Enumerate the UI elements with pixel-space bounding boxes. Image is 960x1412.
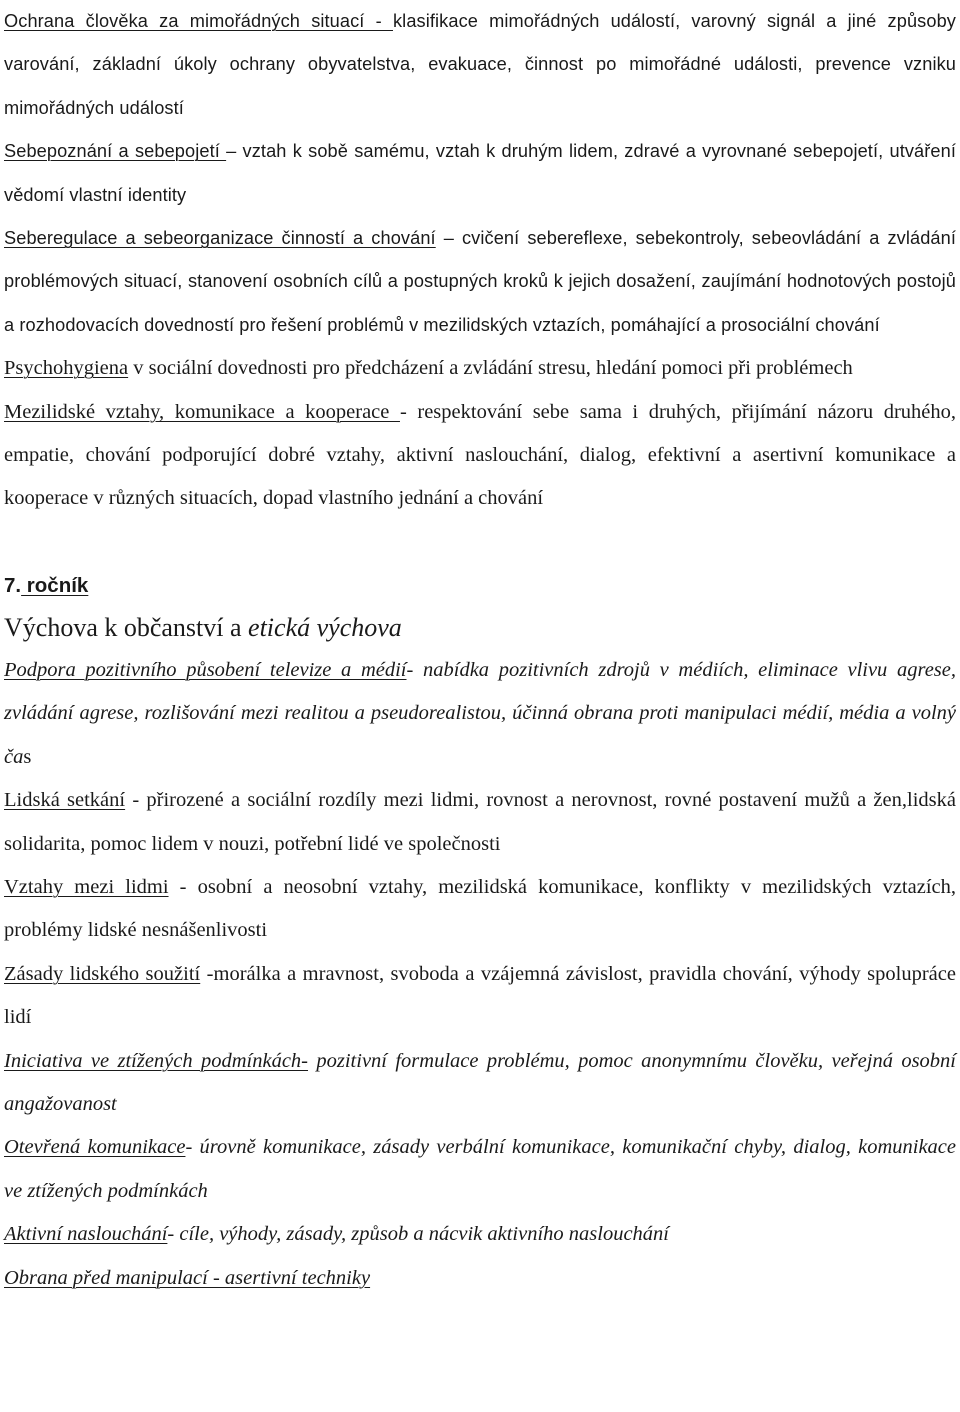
- topic-text: – vztah k sobě samému, vztah k druhým lidem, zdravé a vyrovnané sebepojetí, utváření vědomí vlastní identity: [4, 141, 957, 205]
- paragraph-seberegulace: [4, 217, 956, 347]
- paragraph-aktivni: [4, 1213, 956, 1256]
- grade-word: ročník: [21, 573, 89, 597]
- paragraph-podpora: [4, 649, 956, 779]
- topic-title: Otevřená komunikace: [4, 1136, 186, 1159]
- topic-text: - osobní a neosobní vztahy, mezilidská komunikace, konflikty v mezilidských vztazích, problémy lidské nesnášenlivosti: [4, 875, 956, 942]
- topic-text: - úrovně komunikace, zásady verbální komunikace, komunikační chyby, dialog, komunikace ve ztížených podmínkách: [4, 1136, 956, 1202]
- topic-text: v sociální dovednosti pro předcházení a zvládání stresu, hledání pomoci při problémech: [128, 357, 853, 380]
- grade-heading: [4, 564, 956, 607]
- subject-heading: [4, 607, 956, 649]
- topic-title: Aktivní naslouchání: [4, 1223, 168, 1246]
- subject-heading-part2: etická výchova: [248, 612, 402, 642]
- topic-text: – cvičení sebereflexe, sebekontroly, sebeovládání a zvládání problémových situací, stanovení osobních cílů a postupných kroků k jejich dosažení, zaujímání hodnotových postojů a rozhodovacích dovedností pro řešení problémů v mezilidských vztazích, pomáhající a prosociální chování: [4, 228, 956, 335]
- topic-text: - cíle, výhody, zásady, způsob a nácvik aktivního naslouchání: [167, 1223, 669, 1246]
- grade-number: 7.: [4, 573, 22, 597]
- topic-text: - přirozené a sociální rozdíly mezi lidmi, rovnost a nerovnost, rovné postavení mužů a žen,lidská solidarita, pomoc lidem v nouzi, potřební lidé ve společnosti: [4, 789, 956, 855]
- topic-title: Seberegulace a sebeorganizace činností a chování: [4, 228, 436, 249]
- topic-text: klasifikace mimořádných událostí, varovný signál a jiné způsoby varování, základní úkoly ochrany obyvatelstva, evakuace, činnost po mimořádné události, prevence vzniku mimořádných událostí: [4, 11, 956, 118]
- paragraph-obrana: [4, 1257, 956, 1300]
- paragraph-iniciativa: [4, 1040, 956, 1127]
- topic-title: Obrana před manipulací - asertivní techniky: [4, 1266, 371, 1289]
- topic-text: pozitivní formulace problému, pomoc anonymnímu člověku, veřejná osobní angažovanost: [4, 1049, 956, 1115]
- topic-text: - nabídka pozitivních zdrojů v médiích, eliminace vlivu agrese, zvládání agrese, rozlišování mezi realitou a pseudorealistou, účinná obrana proti manipulaci médií, média a volný ča: [4, 658, 956, 768]
- paragraph-mezilidske: [4, 391, 956, 521]
- paragraph-psychohygiena: [4, 347, 956, 390]
- paragraph-sebepoznani: [4, 130, 956, 217]
- topic-title: Psychohygiena: [4, 357, 129, 380]
- paragraph-zasady: [4, 953, 956, 1040]
- paragraph-otevrena: [4, 1126, 956, 1213]
- topic-text-tail: s: [23, 745, 32, 768]
- topic-title: Vztahy mezi lidmi: [4, 875, 169, 898]
- subject-heading-part1: Výchova k občanství a: [4, 612, 249, 642]
- topic-title: Zásady lidského soužití: [4, 962, 201, 985]
- topic-title: Mezilidské vztahy, komunikace a kooperace: [4, 400, 400, 423]
- paragraph-ochrana: [4, 0, 956, 130]
- topic-title: Ochrana člověka za mimořádných situací -: [4, 11, 393, 31]
- paragraph-vztahy: [4, 866, 956, 953]
- topic-text: -morálka a mravnost, svoboda a vzájemná závislost, pravidla chování, výhody spolupráce lidí: [4, 962, 956, 1029]
- topic-title: Iniciativa ve ztížených podmínkách-: [4, 1049, 309, 1072]
- topic-title: Sebepoznání a sebepojetí: [4, 141, 227, 162]
- paragraph-lidska: [4, 779, 956, 866]
- topic-title: Lidská setkání: [4, 789, 126, 812]
- topic-text: - respektování sebe sama i druhých, přijímání názoru druhého, empatie, chování podporující dobré vztahy, aktivní naslouchání, dialog, efektivní a asertivní komunikace a kooperace v různých situacích, dopad vlastního jednání a chování: [4, 400, 956, 510]
- topic-title: Podpora pozitivního působení televize a médií: [4, 658, 407, 681]
